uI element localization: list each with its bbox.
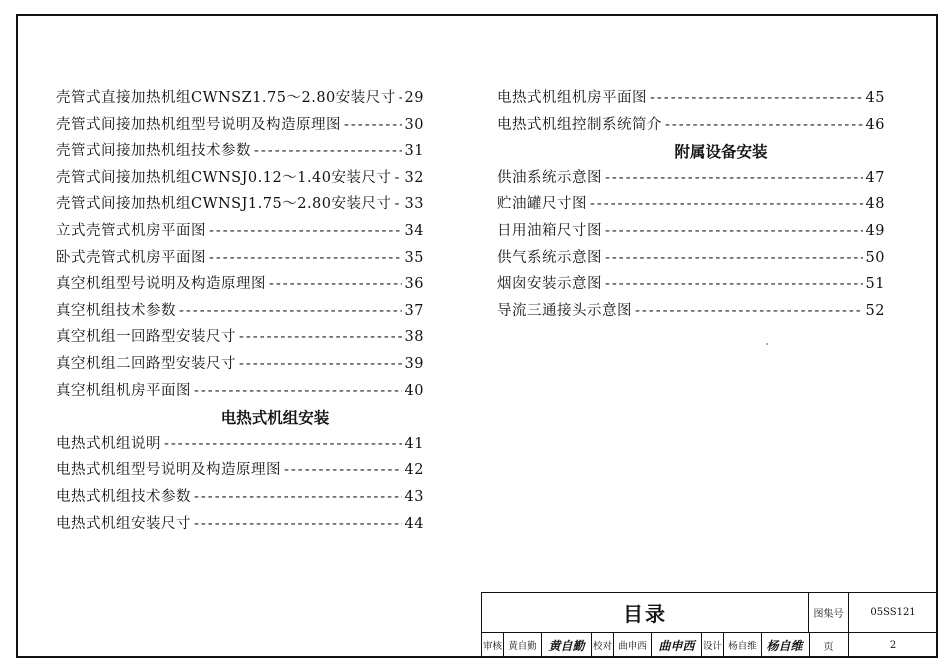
toc-entry-title: 导流三通接头示意图: [497, 302, 632, 319]
toc-entry-title: 真空机组技术参数: [56, 302, 176, 319]
toc-entry-title: 真空机组机房平面图: [56, 382, 191, 399]
checker-signature: 曲申西: [652, 633, 702, 657]
toc-entry: [497, 113, 885, 140]
toc-entry-title: 真空机组型号说明及构造原理图: [56, 276, 266, 293]
toc-entry: [497, 219, 885, 246]
toc-leader-dashes: [590, 196, 863, 212]
toc-entry-page: 32: [404, 169, 424, 186]
toc-entry: [497, 166, 885, 193]
toc-entry-title: 贮油罐尺寸图: [497, 196, 587, 213]
page-label: 页: [809, 633, 849, 657]
toc-entry-title: 壳管式间接加热机组型号说明及构造原理图: [56, 116, 341, 133]
review-label: 审核: [482, 633, 504, 657]
toc-entry-page: 48: [865, 196, 885, 213]
toc-leader-dashes: [209, 250, 402, 266]
toc-leader-dashes: [399, 90, 402, 106]
toc-entry: [56, 512, 424, 539]
toc-entry: [56, 352, 424, 379]
toc-entry-title: 电热式机组说明: [56, 435, 161, 452]
toc-entry-title: 真空机组二回路型安装尺寸: [56, 355, 236, 372]
toc-leader-dashes: [635, 303, 863, 319]
toc-entry-page: 49: [865, 222, 885, 239]
toc-leader-dashes: [344, 117, 402, 133]
toc-entry: [56, 432, 424, 459]
toc-entry-page: 35: [404, 249, 424, 266]
toc-entry-page: 30: [404, 116, 424, 133]
toc-entry-title: 真空机组一回路型安装尺寸: [56, 329, 236, 346]
toc-entry-page: 38: [404, 329, 424, 346]
toc-entry-page: 50: [865, 249, 885, 266]
toc-leader-dashes: [179, 303, 402, 319]
toc-leader-dashes: [650, 90, 863, 106]
toc-right-column: [497, 86, 885, 325]
toc-entry-title: 电热式机组安装尺寸: [56, 515, 191, 532]
check-label: 校对: [592, 633, 614, 657]
toc-entry: [56, 113, 424, 140]
toc-entry-title: 壳管式直接加热机组CWNSZ1.75～2.80安装尺寸: [56, 90, 396, 106]
toc-leader-dashes: [209, 223, 402, 239]
toc-entry-page: 29: [404, 90, 424, 106]
toc-leader-dashes: [239, 329, 402, 345]
designer-signature: 杨自维: [766, 638, 803, 653]
toc-entry: [56, 458, 424, 485]
toc-leader-dashes: [269, 276, 402, 292]
toc-entry-page: 37: [404, 302, 424, 319]
toc-entry-title: 供气系统示意图: [497, 249, 602, 266]
toc-entry-title: 壳管式间接加热机组CWNSJ0.12～1.40安装尺寸: [56, 169, 392, 186]
toc-entry-page: 44: [404, 515, 424, 532]
atlas-number-value: 05SS121: [849, 593, 937, 633]
toc-entry: [56, 485, 424, 512]
toc-entry: [56, 246, 424, 273]
toc-entry-title: 日用油箱尺寸图: [497, 222, 602, 239]
toc-entry-title: 卧式壳管式机房平面图: [56, 249, 206, 266]
toc-leader-dashes: [284, 462, 402, 478]
toc-leader-dashes: [605, 223, 863, 239]
toc-entry-page: 52: [865, 302, 885, 319]
toc-entry-page: 45: [865, 90, 885, 106]
toc-entry: [497, 86, 885, 113]
toc-leader-dashes: [665, 117, 863, 133]
toc-leader-dashes: [254, 143, 402, 159]
toc-leader-dashes: [194, 383, 402, 399]
toc-entry-page: 42: [404, 462, 424, 479]
toc-entry-title: 立式壳管式机房平面图: [56, 222, 206, 239]
section-heading-electric: 电热式机组安装: [220, 409, 330, 428]
toc-leader-dashes: [194, 489, 402, 505]
toc-leader-dashes: [194, 516, 402, 532]
toc-leader-dashes: [395, 196, 402, 212]
toc-entry-page: 31: [404, 143, 424, 160]
toc-entry-title: 电热式机组型号说明及构造原理图: [56, 462, 281, 479]
toc-entry-page: 33: [404, 196, 424, 213]
page-number-value: 2: [889, 639, 897, 651]
toc-entry-page: 51: [865, 276, 885, 293]
signature-row: [482, 633, 810, 657]
toc-leader-dashes: [395, 170, 402, 186]
toc-entry-title: 壳管式间接加热机组CWNSJ1.75～2.80安装尺寸: [56, 196, 392, 213]
checker-name: 曲申西: [614, 633, 652, 657]
toc-entry: [56, 139, 424, 166]
toc-entry: [56, 86, 424, 113]
toc-entry-page: 36: [404, 276, 424, 293]
toc-leader-dashes: [605, 170, 863, 186]
designer-name: 杨自维: [724, 633, 762, 657]
toc-entry-title: 烟囱安装示意图: [497, 276, 602, 293]
toc-entry-page: 40: [404, 382, 424, 399]
design-label: 设计: [702, 633, 724, 657]
toc-leader-dashes: [164, 436, 402, 452]
toc-entry-title: 壳管式间接加热机组技术参数: [56, 143, 251, 160]
toc-leader-dashes: [605, 276, 863, 292]
toc-entry: [56, 325, 424, 352]
toc-entry: [56, 192, 424, 219]
toc-entry-title: 电热式机组技术参数: [56, 488, 191, 505]
reviewer-name: 黄自勤: [504, 633, 542, 657]
toc-entry-title: 供油系统示意图: [497, 169, 602, 186]
title-block: [481, 592, 938, 658]
speck: [766, 343, 768, 345]
toc-entry-page: 41: [404, 435, 424, 452]
toc-entry-title: 电热式机组机房平面图: [497, 90, 647, 106]
toc-entry: [56, 166, 424, 193]
toc-left-column: [56, 86, 424, 538]
toc-entry: [497, 299, 885, 326]
toc-entry: [497, 246, 885, 273]
toc-entry-page: 43: [404, 488, 424, 505]
toc-entry: [497, 272, 885, 299]
toc-entry-page: 39: [404, 355, 424, 372]
toc-leader-dashes: [605, 250, 863, 266]
toc-entry: [56, 379, 424, 406]
toc-entry-title: 电热式机组控制系统简介: [497, 116, 662, 133]
toc-entry: [497, 192, 885, 219]
toc-entry-page: 47: [865, 169, 885, 186]
atlas-number-label: 图集号: [809, 593, 849, 633]
toc-entry: [56, 299, 424, 326]
toc-entry: [56, 219, 424, 246]
reviewer-signature: 黄自勤: [542, 633, 592, 657]
section-heading-aux: 附属设备安装: [674, 143, 768, 162]
toc-leader-dashes: [239, 356, 402, 372]
toc-entry-page: 46: [865, 116, 885, 133]
toc-entry-page: 34: [404, 222, 424, 239]
toc-entry: [56, 272, 424, 299]
title-block-title: 目录: [482, 593, 809, 633]
